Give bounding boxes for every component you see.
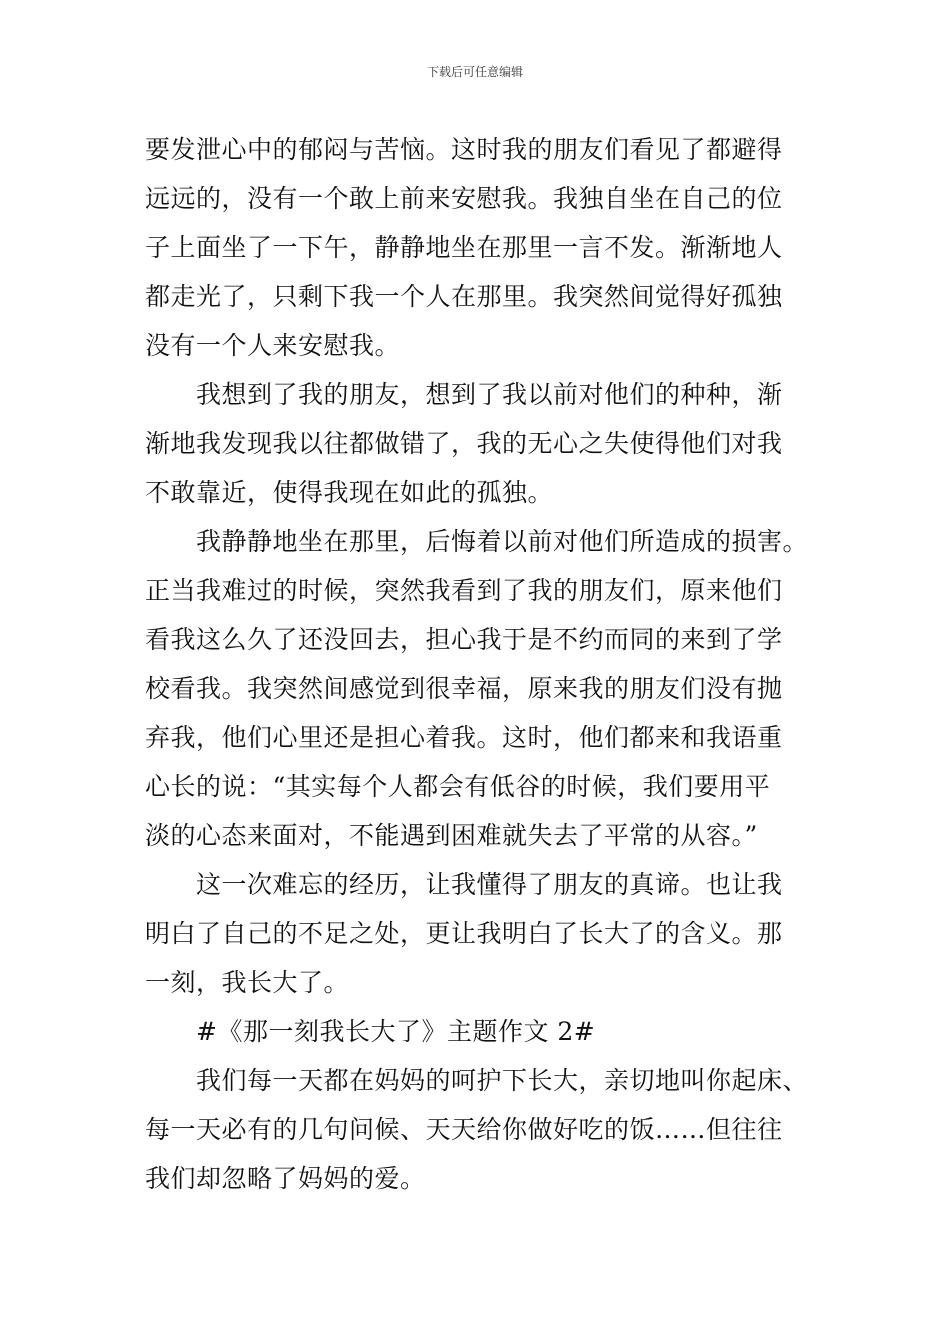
text-line: 都走光了，只剩下我一个人在那里。我突然间觉得好孤独: [145, 282, 783, 311]
text-line: 心长的说：“其实每个人都会有低谷的时候，我们要用平: [145, 772, 771, 801]
text-line: 正当我难过的时候，突然我看到了我的朋友们，原来他们: [145, 576, 783, 605]
paragraph-start-line: 我们每一天都在妈妈的呵护下长大，亲切地叫你起床、: [196, 1066, 809, 1095]
text-line: 明白了自己的不足之处，更让我明白了长大了的含义。那: [145, 919, 783, 948]
document-body: [145, 125, 810, 1203]
paragraph-start-line: 我想到了我的朋友，想到了我以前对他们的种种，渐: [196, 380, 783, 409]
text-line: 远远的，没有一个敢上前来安慰我。我独自坐在自己的位: [145, 184, 783, 213]
text-line: 不敢靠近，使得我现在如此的孤独。: [145, 478, 554, 507]
text-line: 每一天必有的几句问候、天天给你做好吃的饭……但往往: [145, 1115, 783, 1144]
text-line: 看我这么久了还没回去，担心我于是不约而同的来到了学: [145, 625, 783, 654]
text-line: 淡的心态来面对，不能遇到困难就失去了平常的从容。”: [145, 821, 758, 850]
text-line: 子上面坐了一下午，静静地坐在那里一言不发。渐渐地人: [145, 233, 783, 262]
page-header: 下载后可任意编辑: [426, 65, 523, 79]
text-line: 校看我。我突然间感觉到很幸福，原来我的朋友们没有抛: [145, 674, 783, 703]
paragraph-start-line: 这一次难忘的经历，让我懂得了朋友的真谛。也让我: [196, 870, 783, 899]
text-line: 没有一个人来安慰我。: [145, 331, 401, 360]
section-heading: #《那一刻我长大了》主题作文 2#: [196, 1017, 596, 1046]
text-line: 要发泄心中的郁闷与苦恼。这时我的朋友们看见了都避得: [145, 135, 783, 164]
text-line: 弃我，他们心里还是担心着我。这时，他们都来和我语重: [145, 723, 783, 752]
text-line: 渐地我发现我以往都做错了，我的无心之失使得他们对我: [145, 429, 783, 458]
text-line: 我们却忽略了妈妈的爱。: [145, 1164, 426, 1193]
paragraph-start-line: 我静静地坐在那里，后悔着以前对他们所造成的损害。: [196, 527, 809, 556]
text-line: 一刻，我长大了。: [145, 968, 350, 997]
